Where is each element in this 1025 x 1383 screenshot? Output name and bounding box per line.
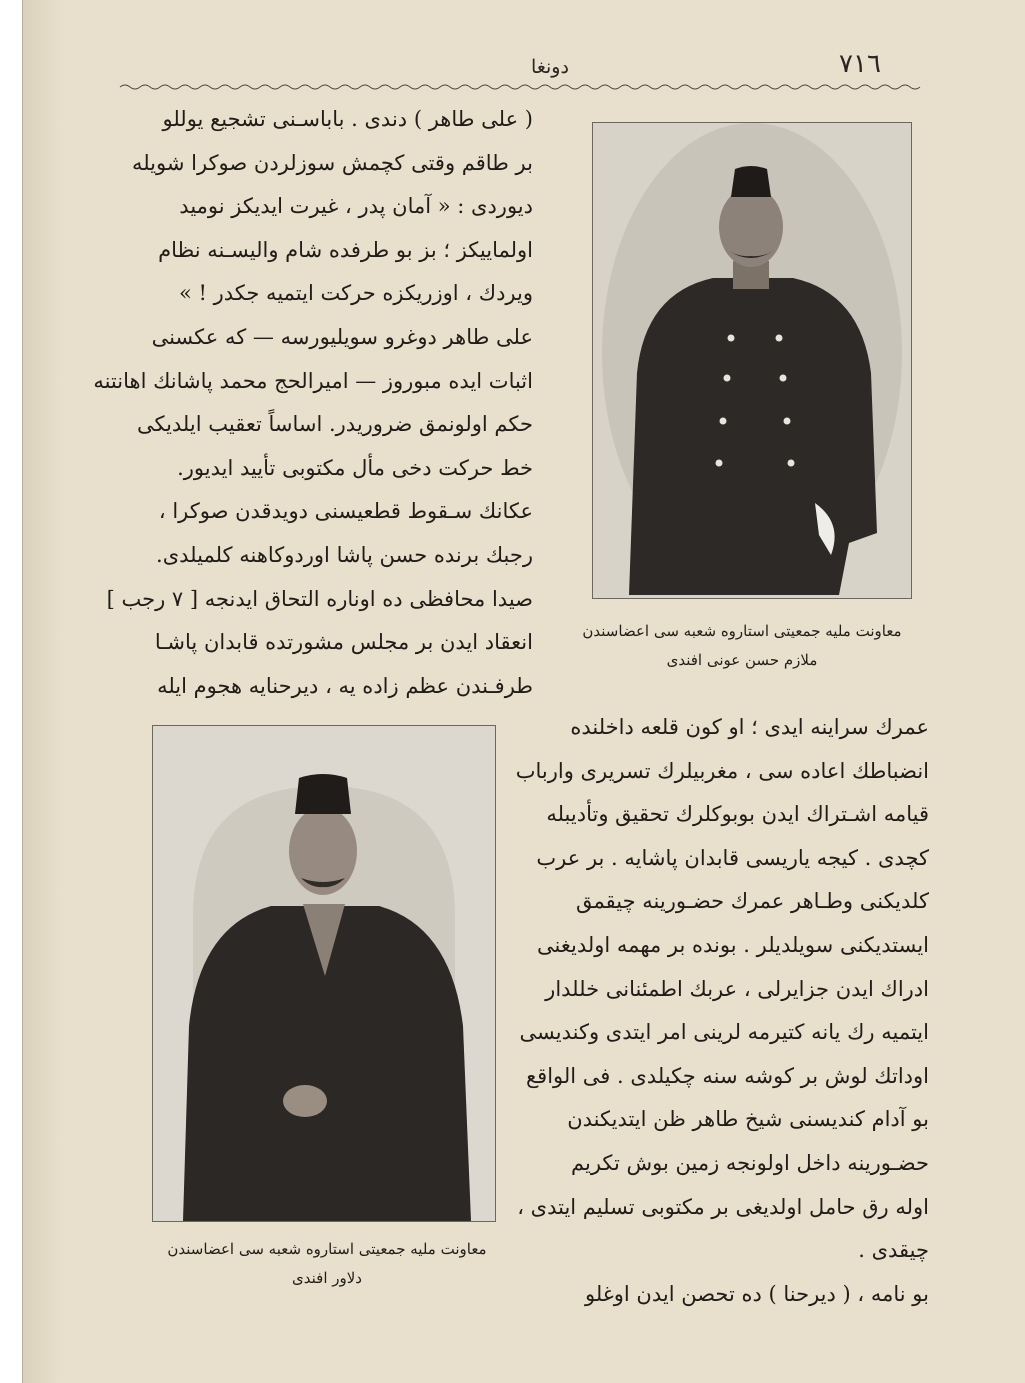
- text-line: صیدا محافظی ده اوناره التحاق ایدنجه [ ٧ رجب ]: [106, 586, 533, 611]
- text-line: اولماییکز ؛ بز بو طرفده شام والیسـنه نظام: [158, 237, 533, 262]
- header-rule: [120, 83, 920, 91]
- text-line: اوله رق حامل اولدیغی بر مکتوبی تسلیم ایتدی ،: [517, 1194, 929, 1219]
- portrait-photo-young-man: [152, 725, 496, 1222]
- photo-caption-top: [552, 617, 932, 675]
- text-column-right: [515, 706, 929, 1316]
- text-line: انعقاد ایدن بر مجلس مشورتده قابدان پاشـا: [154, 630, 533, 655]
- caption-line: معاونت ملیه جمعیتی استاروه شعبه سی اعضاسندن: [582, 622, 902, 640]
- text-line: دیوردی : « آمان پدر ، غیرت ایدیکز نومید: [179, 194, 533, 219]
- running-title: دونغا: [531, 56, 569, 78]
- page-number: ٧١٦: [839, 49, 881, 79]
- photo-caption-bottom: [132, 1235, 522, 1293]
- text-line: عکانك سـقوط قطعیسنی دویدقدن صوکرا ،: [158, 499, 533, 524]
- text-line: خط حرکت دخی مأل مکتوبی تأیید ایدیور.: [177, 455, 533, 480]
- text-line: اوداتك لوش بر کوشه سنه چکیلدی . فی الواقع: [526, 1063, 929, 1088]
- portrait-photo-standing-man: [592, 122, 912, 599]
- text-line: ایستدیکنی سویلدیلر . بونده بر مهمه اولدیغنی: [537, 932, 929, 957]
- text-line: علی طاهر دوغرو سویلیورسه — که عکسنی: [151, 324, 533, 349]
- caption-line: ملازم حسن عونی افندی: [666, 651, 818, 669]
- text-line: اثبات ایده مبوروز — امیرالحج محمد پاشانك اهانتنه: [93, 368, 533, 393]
- text-line: کلدیکنی وطـاهر عمرك حضـورینه چیقمق: [576, 889, 929, 914]
- text-line: ( علی طاهر ) دندی . باباسـنی تشجیع یوللو: [162, 107, 533, 131]
- text-line: ایتمیه رك یانه کتیرمه لرینی امر ایتدی وکندیسی: [519, 1020, 929, 1045]
- text-line: بر طاقم وقتی کچمش سوزلردن صوکرا شویله: [131, 150, 533, 175]
- portrait-illustration: [153, 726, 495, 1221]
- text-line: حضـورینه داخل اولونجه زمین بوش تکریم: [571, 1150, 929, 1175]
- text-line: بو نامه ، ( دیرحنا ) ده تحصن ایدن اوغلو: [584, 1281, 929, 1306]
- text-line: ادراك ایدن جزایرلی ، عربك اطمئنانی خللدار: [545, 976, 929, 1001]
- portrait-illustration: [593, 123, 911, 598]
- text-line: عمرك سراینه ایدی ؛ او کون قلعه داخلنده: [570, 715, 929, 739]
- text-line: انضباطك اعاده سی ، مغربیلرك تسریری وارباب: [515, 758, 929, 783]
- text-line: کچدی . کیجه یاریسی قابدان پاشایه . بر عرب: [536, 845, 929, 870]
- text-line: حکم اولونمق ضروریدر. اساساً تعقیب ایلدیکی: [136, 412, 533, 437]
- text-column-left: [93, 98, 533, 708]
- text-line: طرفـندن عظم زاده یه ، دیرحنایه هجوم ایله: [157, 673, 533, 698]
- text-line: ویردك ، اوزریکزه حرکت ایتمیه جکدر ! »: [179, 281, 533, 306]
- text-line: بو آدام کندیسنی شیخ طاهر ظن ایتدیکندن: [567, 1107, 929, 1132]
- text-line: چیقدی .: [858, 1238, 929, 1263]
- text-line: رجبك برنده حسن پاشا اوردوکاهنه کلمیلدی.: [156, 542, 533, 567]
- caption-line: معاونت ملیه جمعیتی استاروه شعبه سی اعضاسندن: [167, 1240, 487, 1258]
- text-line: قیامه اشـتراك ایدن بوبوکلرك تحقیق وتأدیبله: [546, 802, 929, 827]
- caption-line: دلاور افندی: [292, 1269, 362, 1287]
